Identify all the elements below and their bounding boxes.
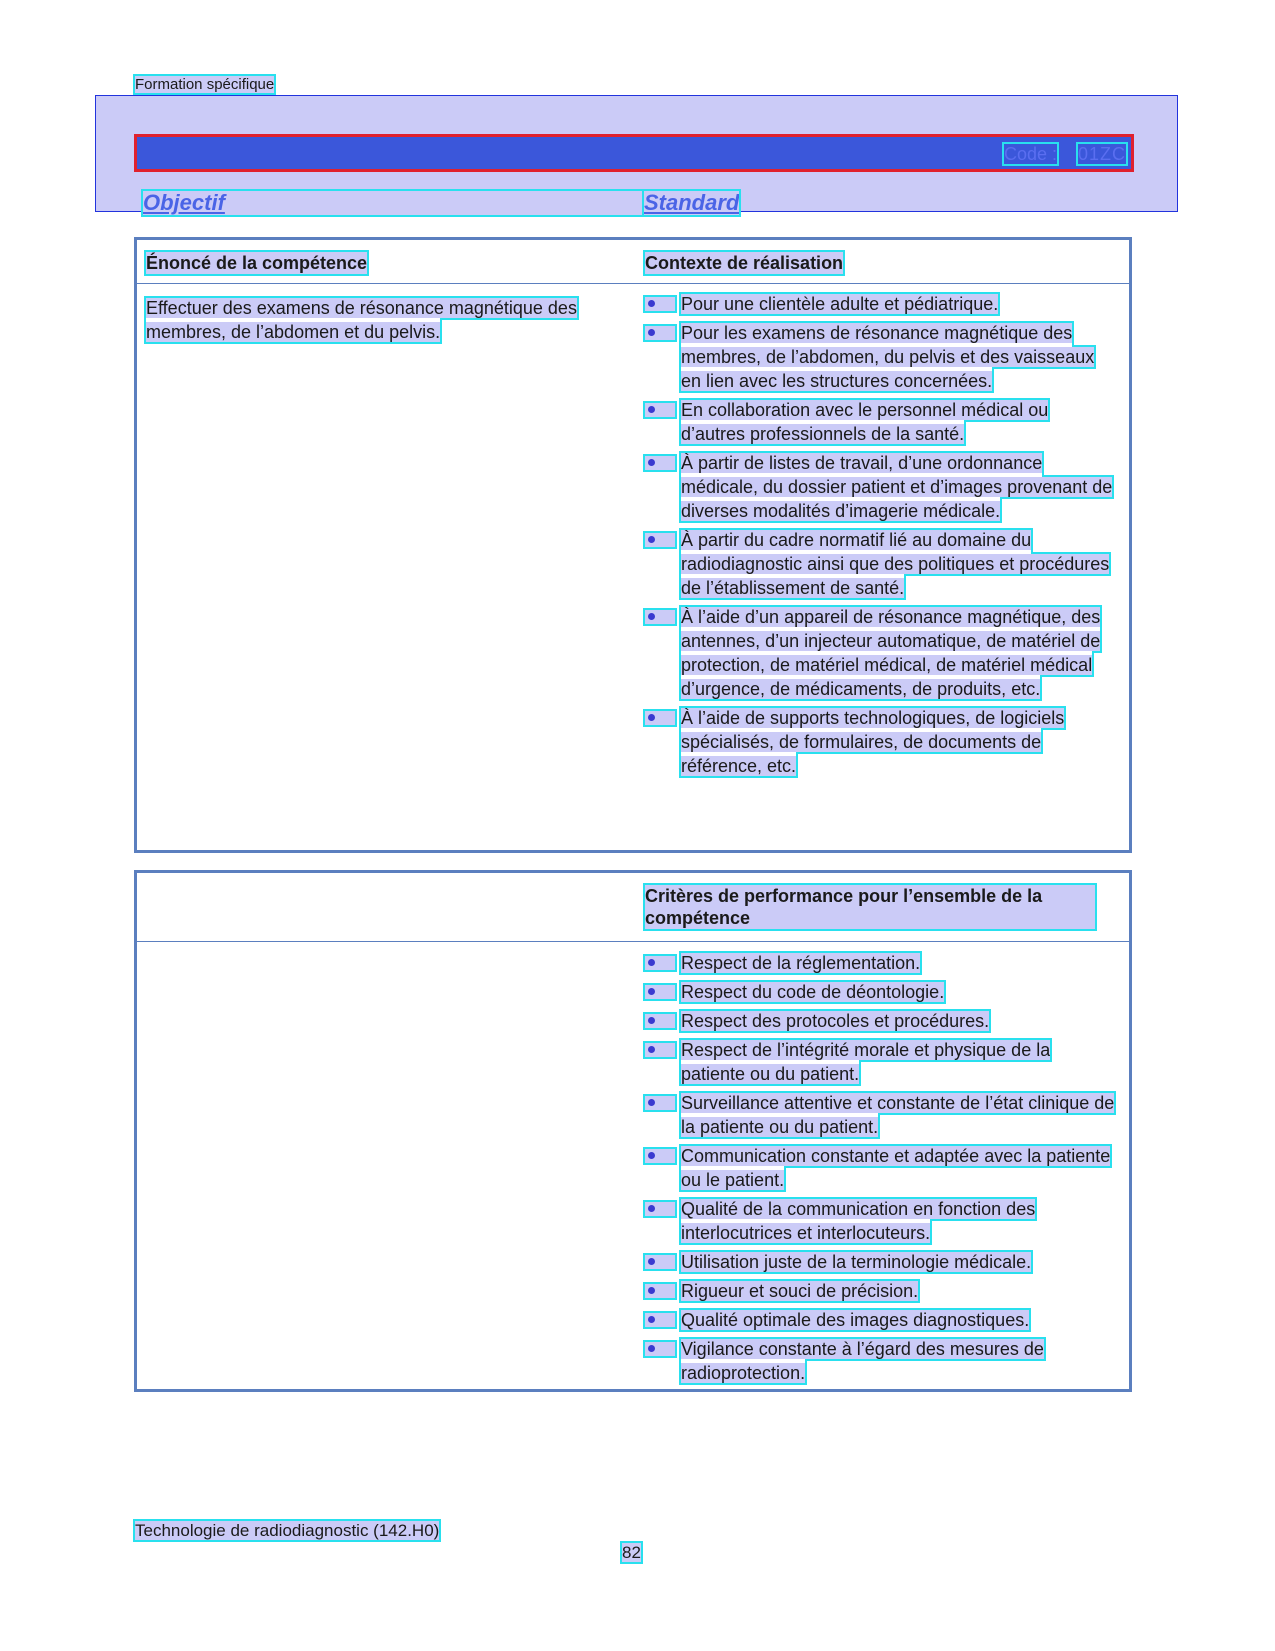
title-banner [95,95,1178,215]
bullet-icon [645,1342,675,1356]
list-item-text: Pour les examens de résonance magnétique des membres, de l’abdomen, du pelvis et des vaisseaux en lien avec les structures concernées. [681,323,1095,391]
list-item [645,1197,1115,1245]
bullet-icon [645,533,675,547]
list-item [645,605,1115,701]
list-item [645,1009,1115,1033]
list-item-text: Utilisation juste de la terminologie médicale. [681,1252,1032,1272]
criteres-table-header [137,873,1129,942]
list-item-text: Communication constante et adaptée avec la patiente ou le patient. [681,1146,1111,1190]
list-item [645,1144,1115,1192]
code-bar [134,134,1134,172]
list-item-text: À l’aide d’un appareil de résonance magnétique, des antennes, d’un injecteur automatique, de matériel de protection, de matériel médical, de matériel médical d’urgence, de médicaments, de produits, etc. [681,607,1101,699]
list-item-text: Vigilance constante à l’égard des mesures de radioprotection. [681,1339,1044,1383]
enonce-text [146,296,606,344]
column-heading-standard: Standard [644,190,740,215]
enonce-heading: Énoncé de la compétence [146,253,368,273]
list-item-text: À l’aide de supports technologiques, de logiciels spécialisés, de formulaires, de documents de référence, etc. [681,708,1065,776]
competence-table-header [137,240,1129,284]
code-label: Code : [1003,144,1057,164]
list-item [645,1308,1115,1332]
list-item [645,1279,1115,1303]
list-item-text: Respect de la réglementation. [681,953,921,973]
list-item-text: À partir du cadre normatif lié au domaine du radiodiagnostic ainsi que des politiques et procédures de l’établissement de santé. [681,530,1110,598]
list-item [645,1250,1115,1274]
list-item [645,292,1115,316]
bullet-icon [645,1255,675,1269]
code-value: 01ZC [1077,144,1126,164]
list-item [645,1038,1115,1086]
bullet-icon [645,456,675,470]
list-item [645,398,1115,446]
list-item-text: En collaboration avec le personnel médical ou d’autres professionnels de la santé. [681,400,1049,444]
bullet-icon [645,610,675,624]
page-number: 82 [622,1543,641,1562]
bullet-icon [645,297,675,311]
list-item [645,528,1115,600]
criteres-heading: Critères de performance pour l’ensemble de la compétence [645,885,1095,929]
list-item [645,706,1115,778]
enonce-value: Effectuer des examens de résonance magnétique des membres, de l’abdomen et du pelvis. [146,298,577,342]
contexte-list [645,292,1115,783]
bullet-icon [645,1043,675,1057]
criteres-list [645,951,1115,1390]
list-item-text: Respect de l’intégrité morale et physique de la patiente ou du patient. [681,1040,1051,1084]
bullet-icon [645,1096,675,1110]
competence-table [134,237,1132,853]
header-label: Formation spécifique [135,76,275,93]
bullet-icon [645,1014,675,1028]
bullet-icon [645,711,675,725]
column-heading-objectif: Objectif [143,191,678,215]
list-item-text: Respect des protocoles et procédures. [681,1011,990,1031]
bullet-icon [645,1149,675,1163]
list-item-text: À partir de listes de travail, d’une ordonnance médicale, du dossier patient et d’images provenant de diverses modalités d’imagerie médicale. [681,453,1113,521]
list-item-text: Qualité optimale des images diagnostiques. [681,1310,1030,1330]
bullet-icon [645,326,675,340]
bullet-icon [645,1284,675,1298]
list-item-text: Respect du code de déontologie. [681,982,945,1002]
list-item-text: Qualité de la communication en fonction des interlocutrices et interlocuteurs. [681,1199,1036,1243]
list-item [645,1337,1115,1385]
contexte-heading: Contexte de réalisation [645,253,844,273]
list-item [645,980,1115,1004]
bullet-icon [645,403,675,417]
list-item [645,1091,1115,1139]
list-item [645,321,1115,393]
bullet-icon [645,1313,675,1327]
list-item-text: Rigueur et souci de précision. [681,1281,919,1301]
bullet-icon [645,956,675,970]
criteres-table [134,870,1132,1392]
list-item-text: Surveillance attentive et constante de l’état clinique de la patiente ou du patient. [681,1093,1115,1137]
list-item-text: Pour une clientèle adulte et pédiatrique. [681,294,999,314]
bullet-icon [645,1202,675,1216]
footer-program: Technologie de radiodiagnostic (142.H0) [135,1521,440,1540]
list-item [645,451,1115,523]
bullet-icon [645,985,675,999]
list-item [645,951,1115,975]
